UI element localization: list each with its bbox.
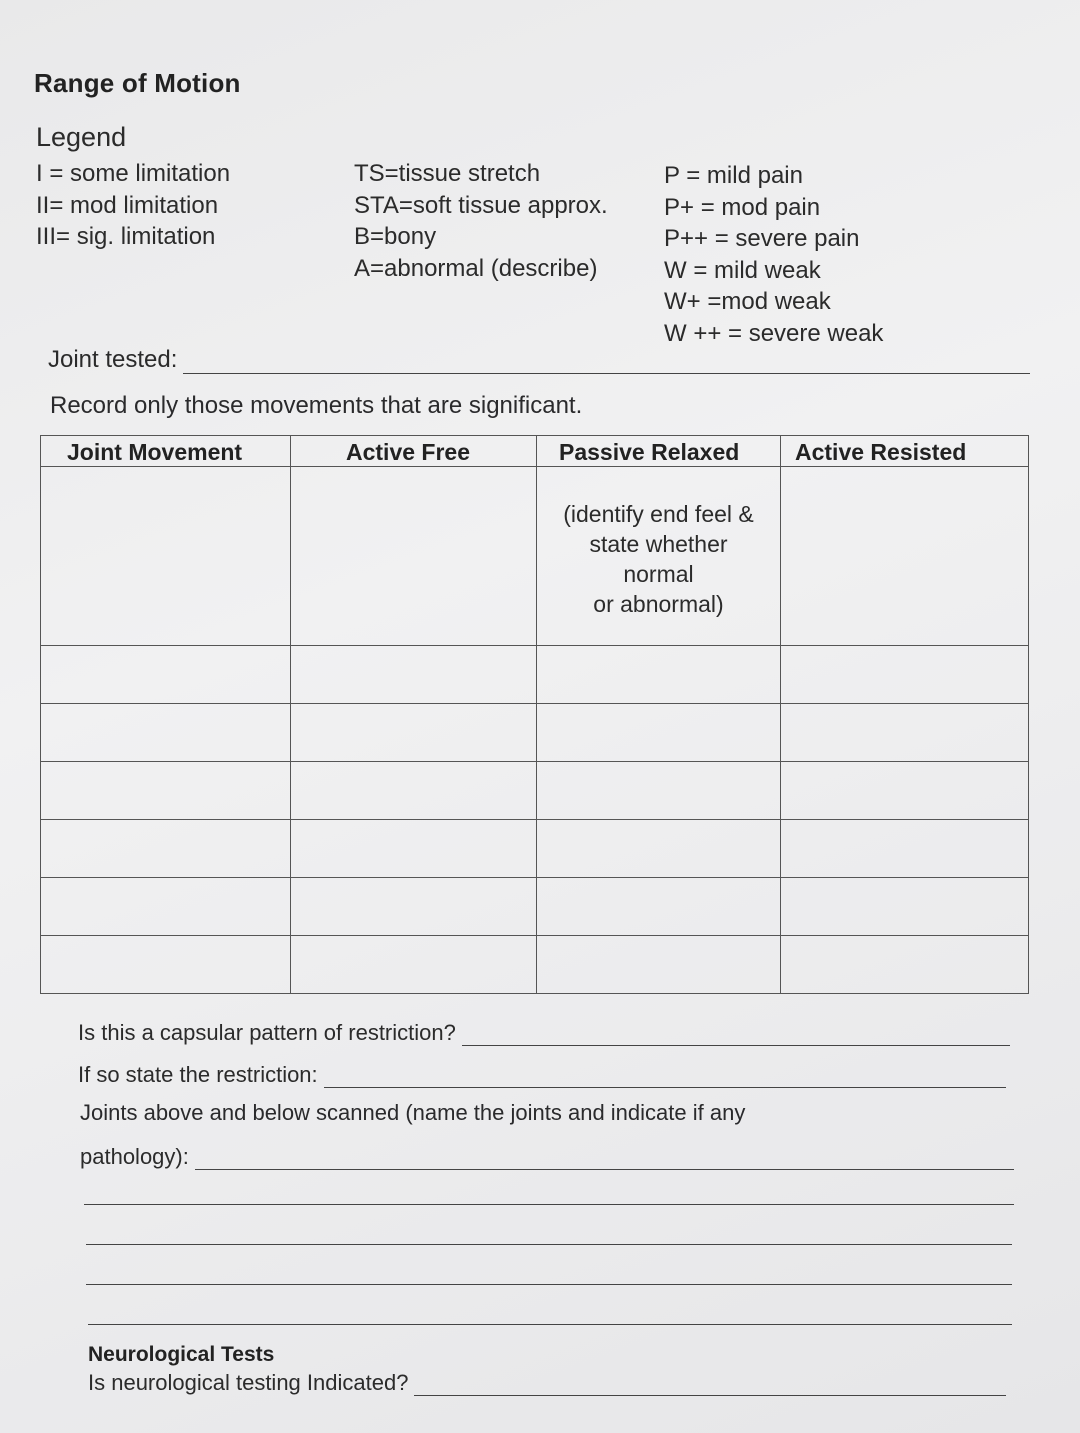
- restriction-field: [78, 1062, 1006, 1088]
- table-row: [41, 467, 1029, 646]
- legend-item: P+ = mod pain: [664, 193, 821, 221]
- capsular-pattern-label: Is this a capsular pattern of restriction?: [78, 1020, 456, 1045]
- table-cell[interactable]: [41, 646, 291, 704]
- table-cell[interactable]: [291, 762, 537, 820]
- legend-item: W ++ = severe weak: [664, 319, 884, 347]
- table-cell[interactable]: [41, 936, 291, 994]
- pathology-label: pathology):: [80, 1144, 189, 1169]
- table-cell[interactable]: [41, 820, 291, 878]
- table-cell[interactable]: [781, 762, 1029, 820]
- legend-item: TS=tissue stretch: [354, 160, 541, 187]
- table-cell[interactable]: [41, 878, 291, 936]
- table-cell[interactable]: [781, 878, 1029, 936]
- table-cell[interactable]: [41, 762, 291, 820]
- neurological-testing-blank[interactable]: [414, 1373, 1006, 1396]
- restriction-blank[interactable]: [324, 1065, 1006, 1088]
- writing-line[interactable]: [86, 1244, 1012, 1245]
- legend-end-feel-list: [354, 158, 608, 284]
- header-active-resisted: Active Resisted: [781, 436, 1029, 467]
- table-header-row: [41, 436, 1029, 467]
- legend-limitation-list: [36, 158, 230, 253]
- pathology-blank[interactable]: [195, 1147, 1014, 1170]
- table-row: [41, 646, 1029, 704]
- table-cell[interactable]: [537, 704, 781, 762]
- table-cell[interactable]: [537, 820, 781, 878]
- table-cell[interactable]: [291, 878, 537, 936]
- table-cell[interactable]: [291, 820, 537, 878]
- table-cell[interactable]: [41, 704, 291, 762]
- writing-line[interactable]: [88, 1324, 1012, 1325]
- table-cell[interactable]: [781, 704, 1029, 762]
- header-active-free: Active Free: [291, 436, 537, 467]
- legend-pain-weakness-list: [664, 160, 883, 349]
- neurological-testing-label: Is neurological testing Indicated?: [88, 1370, 409, 1395]
- table-cell[interactable]: [781, 467, 1029, 646]
- restriction-label: If so state the restriction:: [78, 1062, 318, 1087]
- table-cell[interactable]: [537, 878, 781, 936]
- table-row: [41, 878, 1029, 936]
- header-joint-movement: Joint Movement: [41, 436, 291, 467]
- passive-note-line: or abnormal): [593, 591, 724, 617]
- table-cell[interactable]: [781, 936, 1029, 994]
- passive-note-line: normal: [623, 561, 694, 587]
- table-row: [41, 762, 1029, 820]
- neurological-testing-field: [88, 1370, 1006, 1396]
- capsular-pattern-field: [78, 1020, 1010, 1046]
- legend-item: I = some limitation: [36, 160, 231, 187]
- header-passive-relaxed: Passive Relaxed: [537, 436, 781, 467]
- table-cell[interactable]: [291, 646, 537, 704]
- passive-note: [537, 467, 780, 619]
- table-cell[interactable]: [291, 936, 537, 994]
- legend-title: Legend: [36, 122, 127, 152]
- table-cell[interactable]: [537, 936, 781, 994]
- table-cell[interactable]: [781, 820, 1029, 878]
- table-cell[interactable]: [41, 467, 291, 646]
- writing-line[interactable]: [84, 1204, 1014, 1205]
- legend-item: III= sig. limitation: [36, 223, 216, 250]
- passive-note-line: (identify end feel &: [563, 501, 754, 527]
- joint-tested-label: Joint tested:: [48, 346, 178, 373]
- legend-item: P = mild pain: [664, 162, 803, 189]
- range-of-motion-table: [40, 435, 1029, 994]
- table-cell[interactable]: [537, 762, 781, 820]
- legend-item: P++ = severe pain: [664, 225, 860, 252]
- passive-note-cell[interactable]: [537, 467, 781, 646]
- capsular-pattern-blank[interactable]: [462, 1023, 1010, 1046]
- joint-tested-blank[interactable]: [183, 351, 1030, 374]
- record-instruction: Record only those movements that are significant.: [50, 392, 583, 419]
- table-cell[interactable]: [291, 704, 537, 762]
- writing-line[interactable]: [86, 1284, 1012, 1285]
- legend-item: B=bony: [354, 223, 437, 250]
- table-cell[interactable]: [781, 646, 1029, 704]
- passive-note-line: state whether: [589, 531, 728, 557]
- table-row: [41, 936, 1029, 994]
- pathology-field: [80, 1144, 1014, 1170]
- neurological-tests-title: Neurological Tests: [88, 1343, 275, 1366]
- table-row: [41, 704, 1029, 762]
- legend-item: II= mod limitation: [36, 191, 219, 219]
- joints-scanned-label: Joints above and below scanned (name the joints and indicate if any: [80, 1100, 746, 1125]
- legend-item: A=abnormal (describe): [354, 254, 598, 282]
- table-cell[interactable]: [291, 467, 537, 646]
- table-cell[interactable]: [537, 646, 781, 704]
- page-title: Range of Motion: [34, 68, 241, 98]
- table-row: [41, 820, 1029, 878]
- legend-item: W = mild weak: [664, 256, 821, 284]
- legend-item: W+ =mod weak: [664, 288, 831, 315]
- joint-tested-field: [48, 346, 1030, 374]
- legend-item: STA=soft tissue approx.: [354, 191, 608, 219]
